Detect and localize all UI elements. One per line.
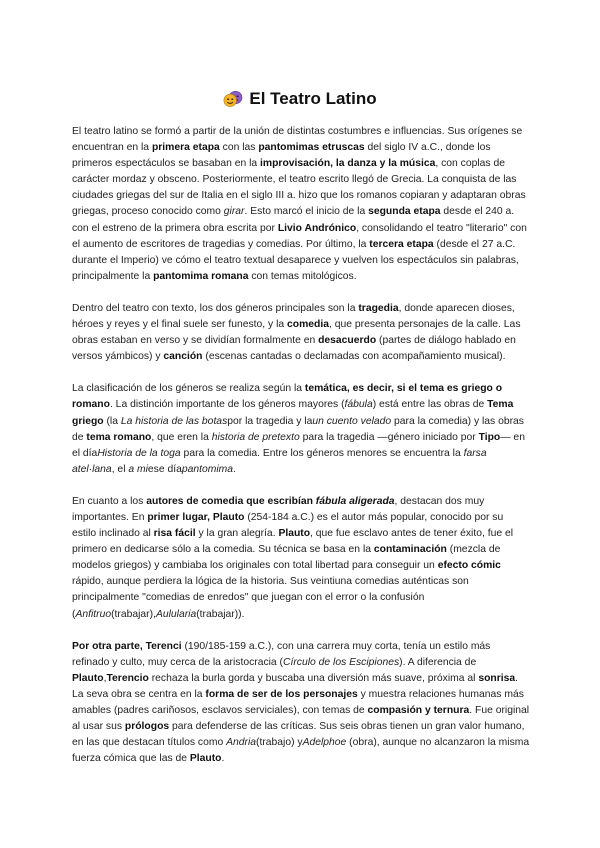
bold-text: sonrisa: [478, 672, 516, 684]
text-run: (escenas cantadas o declamadas con acompañamiento musical).: [202, 351, 506, 363]
bold-text: Por otra parte, Terenci: [72, 640, 182, 652]
italic-text: Aulularia: [155, 608, 197, 620]
text-run: (190/185-159 a.C.), con una carrera muy corta, tenía un estilo más refinado y culto, muy cerca de la aristocracia (: [72, 640, 491, 668]
italic-text: La historia de las botas: [120, 415, 228, 427]
text-run: desde el 240 a. con el estreno de la primera obra escrita por: [72, 206, 515, 234]
italic-text: a mi: [128, 463, 148, 475]
paragraph: [72, 494, 530, 623]
bold-text: temática, es decir, si el tema es griego o romano: [72, 383, 503, 411]
bold-text: primer lugar, Plauto: [147, 511, 245, 523]
bold-text: Plauto: [278, 528, 311, 540]
text-run: El teatro latino se formó a partir de la unión de distintas costumbres e influencias. Sus orígenes se encuentran en la: [72, 126, 523, 154]
theater-masks-icon: [223, 90, 243, 108]
bold-text: Terencio: [106, 672, 149, 684]
italic-text: un cuento velado: [312, 415, 392, 427]
bold-text: compasión y ternura: [367, 705, 470, 716]
text-run: ,: [103, 672, 107, 684]
text-run: , donde aparecen dioses, héroes y reyes y el final suele ser funesto, y la: [72, 302, 515, 331]
italic-text: farsa atel·lana: [72, 447, 487, 475]
italic-text: Andria: [226, 737, 257, 749]
bold-text: tercera etapa: [369, 238, 434, 250]
text-run: , que presenta personajes de la calle. Las obras estaban en verso y se dividían formalmente en: [72, 319, 521, 347]
text-run: (trabajar),: [111, 608, 156, 620]
text-run: En cuanto a los: [72, 495, 147, 507]
text-run: , destacan dos muy importantes. En: [72, 495, 485, 523]
bold-text: fábula aligerada: [315, 495, 395, 507]
text-run: con temas mitológicos.: [248, 270, 357, 282]
title-row: [0, 89, 600, 113]
text-run: , que fue esclavo antes de tener éxito, fue el primero en dedicarse sólo a la comedia. Su técnica se basa en la: [72, 528, 514, 556]
text-run: Dentro del teatro con texto, los dos géneros principales son la: [72, 302, 359, 314]
page-title-text: El Teatro Latino: [249, 89, 377, 108]
bold-text: autores de comedia que escribían: [146, 495, 316, 507]
text-run: La clasificación de los géneros se realiza según la: [72, 383, 305, 395]
bold-text: prólogos: [124, 721, 170, 733]
text-run: ese día: [147, 463, 182, 475]
italic-text: girar: [223, 206, 245, 218]
text-run: — en el día: [72, 431, 525, 459]
paragraph: [72, 639, 530, 768]
text-run: .: [233, 463, 236, 475]
text-run: rechaza la burla gorda y buscaba una diversión más suave, próxima al: [148, 672, 479, 684]
text-run: (mezcla de modelos griegos) y cambiaba los originales con total libertad para conseguir un: [72, 544, 501, 572]
text-run: (trabajar)).: [196, 608, 245, 620]
italic-text: Círculo de los Escipiones: [283, 656, 400, 668]
bold-text: Plauto: [189, 753, 222, 765]
text-run: (desde el 27 a.C. durante el Imperio) ve cómo el teatro textual desaparece y vuelven los espectáculos sin palabras, principalmente la: [72, 238, 519, 282]
bold-text: canción: [163, 351, 203, 363]
text-run: y la gran alegría.: [195, 528, 279, 540]
text-run: . La seva obra se centra en la: [72, 672, 518, 700]
bold-text: tema romano: [86, 431, 152, 443]
text-run: (254-184 a.C.) es el autor más popular, conocido por su estilo inclinado al: [72, 511, 504, 540]
document-body: [72, 124, 530, 783]
bold-text: risa fácil: [153, 528, 196, 540]
text-run: , con coplas de carácter mordaz y obsceno. Posteriormente, el teatro escrito llegó de Grecia. La conquista de las ciudades griegas del sur de Italia en el siglo III a. hizo que los romanos copiaran y adaptaran obras griegas, proceso conocido como: [72, 158, 526, 218]
text-run: (obra), aunque no alcanzaron la misma fuerza cómica que las de: [72, 737, 530, 765]
text-run: para defenderse de las críticas. Sus seis obras tienen un gran valor humano, en las que destacan títulos como: [72, 721, 525, 749]
page-title: [223, 89, 376, 109]
bold-text: Livio Andrónico: [277, 222, 357, 234]
bold-text: efecto cómic: [437, 560, 501, 572]
text-run: , consolidando el teatro "literario" con el aumento de escritores de tragedias y comedias. Por último, la: [72, 222, 527, 250]
text-run: para la comedia. Entre los géneros menores se encuentra la: [180, 447, 464, 459]
text-run: . Esto marcó el inicio de la: [244, 206, 369, 218]
text-run: para la comedia) y las obras de: [72, 415, 524, 443]
italic-text: fábula: [344, 399, 373, 411]
italic-text: Anfitruo: [75, 608, 112, 620]
bold-text: Tema griego: [72, 399, 514, 427]
bold-text: pantomima romana: [153, 270, 249, 282]
text-run: por la tragedia y la: [227, 415, 313, 427]
text-run: (trabajo) y: [256, 737, 303, 749]
text-run: , que eren la: [151, 431, 212, 443]
text-run: . La distinción importante de los géneros mayores (: [109, 399, 345, 411]
italic-text: pantomima: [181, 463, 234, 475]
text-run: ) está entre las obras de: [372, 399, 488, 411]
bold-text: desacuerdo: [318, 335, 377, 347]
bold-text: segunda etapa: [368, 206, 441, 218]
text-run: (la: [103, 415, 121, 427]
bold-text: improvisación, la danza y la música: [260, 158, 436, 170]
text-run: ). A diferencia de: [399, 656, 477, 668]
bold-text: forma de ser de los personajes: [205, 688, 358, 700]
bold-text: comedia: [287, 319, 329, 331]
italic-text: Historia de la toga: [97, 447, 181, 459]
text-run: rápido, aunque perdiera la lógica de la historia. Sus veintiuna comedias auténticas son principalmente "comedias de enredos" que juegan con el error o la confusión (: [72, 576, 469, 620]
bold-text: contaminación: [373, 544, 447, 556]
text-run: .: [221, 753, 225, 765]
text-run: , el: [111, 463, 129, 475]
bold-text: primera etapa: [151, 142, 220, 154]
text-run: con las: [219, 142, 259, 154]
paragraph: [72, 124, 530, 285]
text-run: (partes de diálogo hablado en versos yámbicos) y: [72, 335, 516, 363]
italic-text: Adelphoe: [302, 737, 347, 749]
bold-text: Tipo: [478, 431, 501, 443]
text-run: del siglo IV a.C., donde los primeros espectáculos se basaban en la: [72, 142, 491, 170]
text-run: . Fue original al usar sus: [72, 705, 530, 733]
italic-text: historia de pretexto: [211, 431, 300, 443]
paragraph: [72, 301, 530, 365]
bold-text: Plauto: [72, 672, 104, 684]
bold-text: tragedia: [358, 302, 399, 314]
text-run: para la tragedia —género iniciado por: [299, 431, 479, 443]
text-run: y muestra relaciones humanas más amables (padres cariñosos, esclavos serviciales), con temas de: [72, 688, 524, 716]
paragraph: [72, 381, 530, 478]
bold-text: pantomimas etruscas: [258, 142, 365, 154]
